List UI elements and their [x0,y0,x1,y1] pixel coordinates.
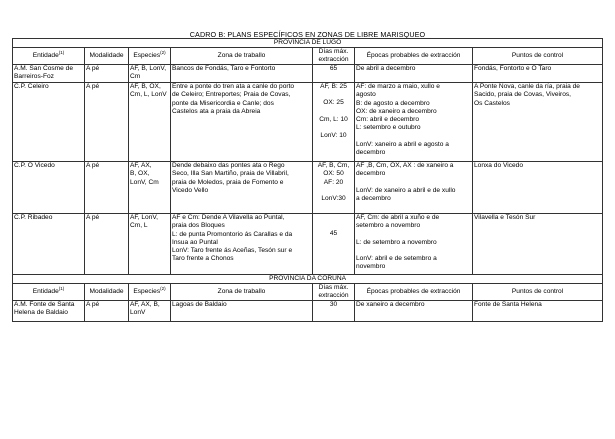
cell-text: De xaneiro a decembro [356,301,425,308]
cell-zona [171,214,313,275]
cell-text [356,247,471,255]
header-label: Especies [133,288,161,295]
table-row [13,162,603,214]
cell-text: A pé [86,83,100,90]
cell-text: A pé [86,65,100,72]
cell-text: LonV, Cm [130,178,159,186]
footnote-marker: (2) [160,49,166,55]
footnote-marker: (1) [58,285,65,291]
cell-dias [313,162,355,214]
footnote-marker: (1) [58,49,65,55]
header-label: Épocas probables de extracción [366,52,461,59]
cell-text: B, OX, [130,170,150,178]
cell-text: novembro [356,263,386,271]
cell-text: Cm: abril e decembro [356,116,420,124]
cell-entidade [13,65,85,83]
cell-text: de Celeiro; Entreportes; Praia de Covas, [172,91,291,99]
header-row [13,284,603,301]
cell-epocas [355,83,473,162]
province-row [13,275,603,284]
cell-text: decembro [356,149,386,157]
cell-text: Bancos de Fondás, Taro e Fontorto [172,65,276,72]
province-heading: PROVINCIA DA CORUÑA [13,275,603,284]
cell-text: LonV: de xaneiro a abril e de xullo [356,186,456,194]
cell-text: praia dos Bloques [172,222,225,230]
header-label: Especies [133,52,161,59]
cell-text: AF, B: 25 [320,83,347,90]
table-row [13,214,603,275]
header-label: Zona de traballo [217,288,266,295]
cell-text: Taro frente a Chonos [172,255,234,263]
cell-text: C.P. Celeiro [14,83,49,90]
cell-text: Cm, L [130,222,148,230]
cell-puntos [473,83,603,162]
cell-text: L: de punta Promontorio ás Carallas e da [172,230,293,238]
cell-text: De abril a decembro [356,65,416,72]
cell-dias [313,65,355,83]
header-label: Puntos de control [511,52,564,59]
header-puntos [473,284,603,301]
cell-text [314,222,353,230]
header-label: Modalidade [89,288,124,295]
cell-text: AF, LonV, [130,214,158,221]
cell-text: Dende debaixo das pontes ata o Rego [172,162,285,169]
cell-text: praia de Moledos, praia de Fomento e [172,178,284,186]
cell-text: 45 [329,230,338,237]
cell-text: Barreiros-Foz [14,73,54,81]
cell-text: Fonte de Santa Helena [474,301,542,308]
cell-modalidade [85,301,129,322]
cell-entidade [13,83,85,162]
cell-text: AF: 20 [323,178,344,186]
cell-text [314,91,353,99]
header-dias [313,48,355,65]
header-label: Días máx. extracción [318,48,349,63]
header-entidade [13,284,85,301]
cell-text: LonV: 10 [320,131,347,139]
cell-text [314,124,353,132]
cell-modalidade [85,162,129,214]
cell-especies [129,83,171,162]
cell-puntos [473,301,603,322]
cell-text: AF, AX, B, [130,301,160,308]
cell-text: AF, AX, [130,162,152,169]
cell-text [356,231,471,239]
cell-text: Cm [130,73,141,81]
cell-text: LonV: abril e de setembro a [356,254,437,262]
cell-especies [129,301,171,322]
header-puntos [473,48,603,65]
cell-text: C.P. Ribadeo [14,214,53,221]
header-label: Días máx. extracción [318,284,349,299]
cell-dias [313,301,355,322]
cell-dias [313,214,355,275]
cell-zona [171,301,313,322]
cell-text: Sacido, praia de Covas, Viveiros, [474,91,572,99]
cell-text [356,179,471,187]
cell-text: AF: de marzo a maio, xullo e [356,83,440,90]
header-row [13,48,603,65]
cell-text: Castelos ata a praia da Abreia [172,107,261,115]
header-label: Entidade [32,52,59,59]
cell-text: A.M. San Cosme de [14,65,74,72]
cell-text: agosto [356,91,376,99]
cell-text: LonV: xaneiro a abril e agosto a [356,140,449,148]
province-row [13,39,603,48]
cell-text: setembro a novembro [356,222,421,230]
cell-text: A pé [86,214,100,221]
table-row [13,301,603,322]
cell-text: Seco, Illa San Martiño, praia de Villabril, [172,170,289,178]
cell-modalidade [85,214,129,275]
table-row [13,65,603,83]
cell-zona [171,65,313,83]
header-especies [129,48,171,65]
cell-puntos [473,214,603,275]
cell-text: 65 [329,65,338,72]
cell-text: L: setembro e outubro [356,124,421,132]
cell-text: A Ponte Nova, canle da ría, praia de [474,83,580,90]
header-zona [171,284,313,301]
cell-text [314,108,353,116]
header-zona [171,48,313,65]
header-modalidade [85,48,129,65]
cell-text: Vilavella e Tesón Sur [474,214,536,221]
cell-text: Lonxa do Vicedo [474,162,524,169]
cell-text: AF, B, Cm, [317,162,350,169]
footnote-marker: (2) [160,285,166,291]
cell-text: Cm, L: 10 [319,115,348,123]
cell-text: LonV [130,309,146,317]
header-label: Modalidade [89,52,124,59]
cell-entidade [13,301,85,322]
header-label: Zona de traballo [217,52,266,59]
cell-text: AF ,B, Cm, OX, AX : de xaneiro a [356,162,454,169]
cell-text: L: de setembro a novembro [356,238,437,246]
cell-text: A.M. Fonte de Santa [14,301,75,308]
table-row [13,83,603,162]
cell-text: Cm, L, LonV [130,91,167,99]
header-modalidade [85,284,129,301]
header-label: Entidade [32,288,59,295]
cell-text: Vicedo Vello [172,186,209,194]
cell-modalidade [85,83,129,162]
cell-especies [129,162,171,214]
cell-text [314,214,353,222]
cell-text: OX: 50 [323,170,344,178]
cell-puntos [473,65,603,83]
cell-text: a decembro [356,194,391,202]
cell-text [356,133,471,141]
cell-text: AF, B, LonV, [130,65,167,72]
header-label: Épocas probables de extracción [366,288,461,295]
cell-entidade [13,214,85,275]
cell-especies [129,65,171,83]
cell-text: Os Castelos [474,99,510,107]
cell-text: AF, B, OX, [130,83,161,90]
cell-especies [129,214,171,275]
cell-text: Entre a ponte do tren ata a canle do porto [172,83,295,90]
province-heading: PROVINCIA DE LUGO [13,39,603,48]
cell-text: ponte da Misericordia e Canle; dos [172,99,274,107]
cell-epocas [355,162,473,214]
cell-text [314,187,353,195]
cell-text: LonV: Taro frente ás Aceñas, Tesón sur e [172,247,293,255]
cell-text: decembro [356,170,386,178]
header-dias [313,284,355,301]
cell-text: Fondás, Fontorto e O Taro [474,65,552,72]
cell-epocas [355,65,473,83]
cell-text: AF, Cm: de abril a xuño e de [356,214,440,221]
header-especies [129,284,171,301]
cell-text: C.P. O Vicedo [14,162,55,169]
cell-zona [171,162,313,214]
header-epocas [355,48,473,65]
cell-modalidade [85,65,129,83]
document-title: CADRO B: PLANS ESPECÍFICOS EN ZONAS DE LIBRE MARISQUEO [189,30,426,39]
cell-epocas [355,214,473,275]
header-epocas [355,284,473,301]
cell-text: LonV:30 [321,194,346,202]
cell-epocas [355,301,473,322]
cell-dias [313,83,355,162]
cell-text: Insua ao Puntal [172,238,218,246]
cell-text: A pé [86,162,100,169]
cell-puntos [473,162,603,214]
header-entidade [13,48,85,65]
cell-zona [171,83,313,162]
cell-text: OX: de xaneiro a decembro [356,107,437,115]
plans-table [12,38,603,322]
cell-entidade [13,162,85,214]
header-label: Puntos de control [511,288,564,295]
cell-text: A pé [86,301,100,308]
cell-text: B: de agosto a decembro [356,99,430,107]
cell-text: Lagoas de Baldaio [172,301,227,308]
cell-text: 30 [329,301,338,308]
cell-text: Helena de Baldaio [14,309,68,317]
cell-text: OX: 25 [323,99,344,107]
cell-text: AF e Cm: Dende A Vilavella ao Puntal, [172,214,285,221]
